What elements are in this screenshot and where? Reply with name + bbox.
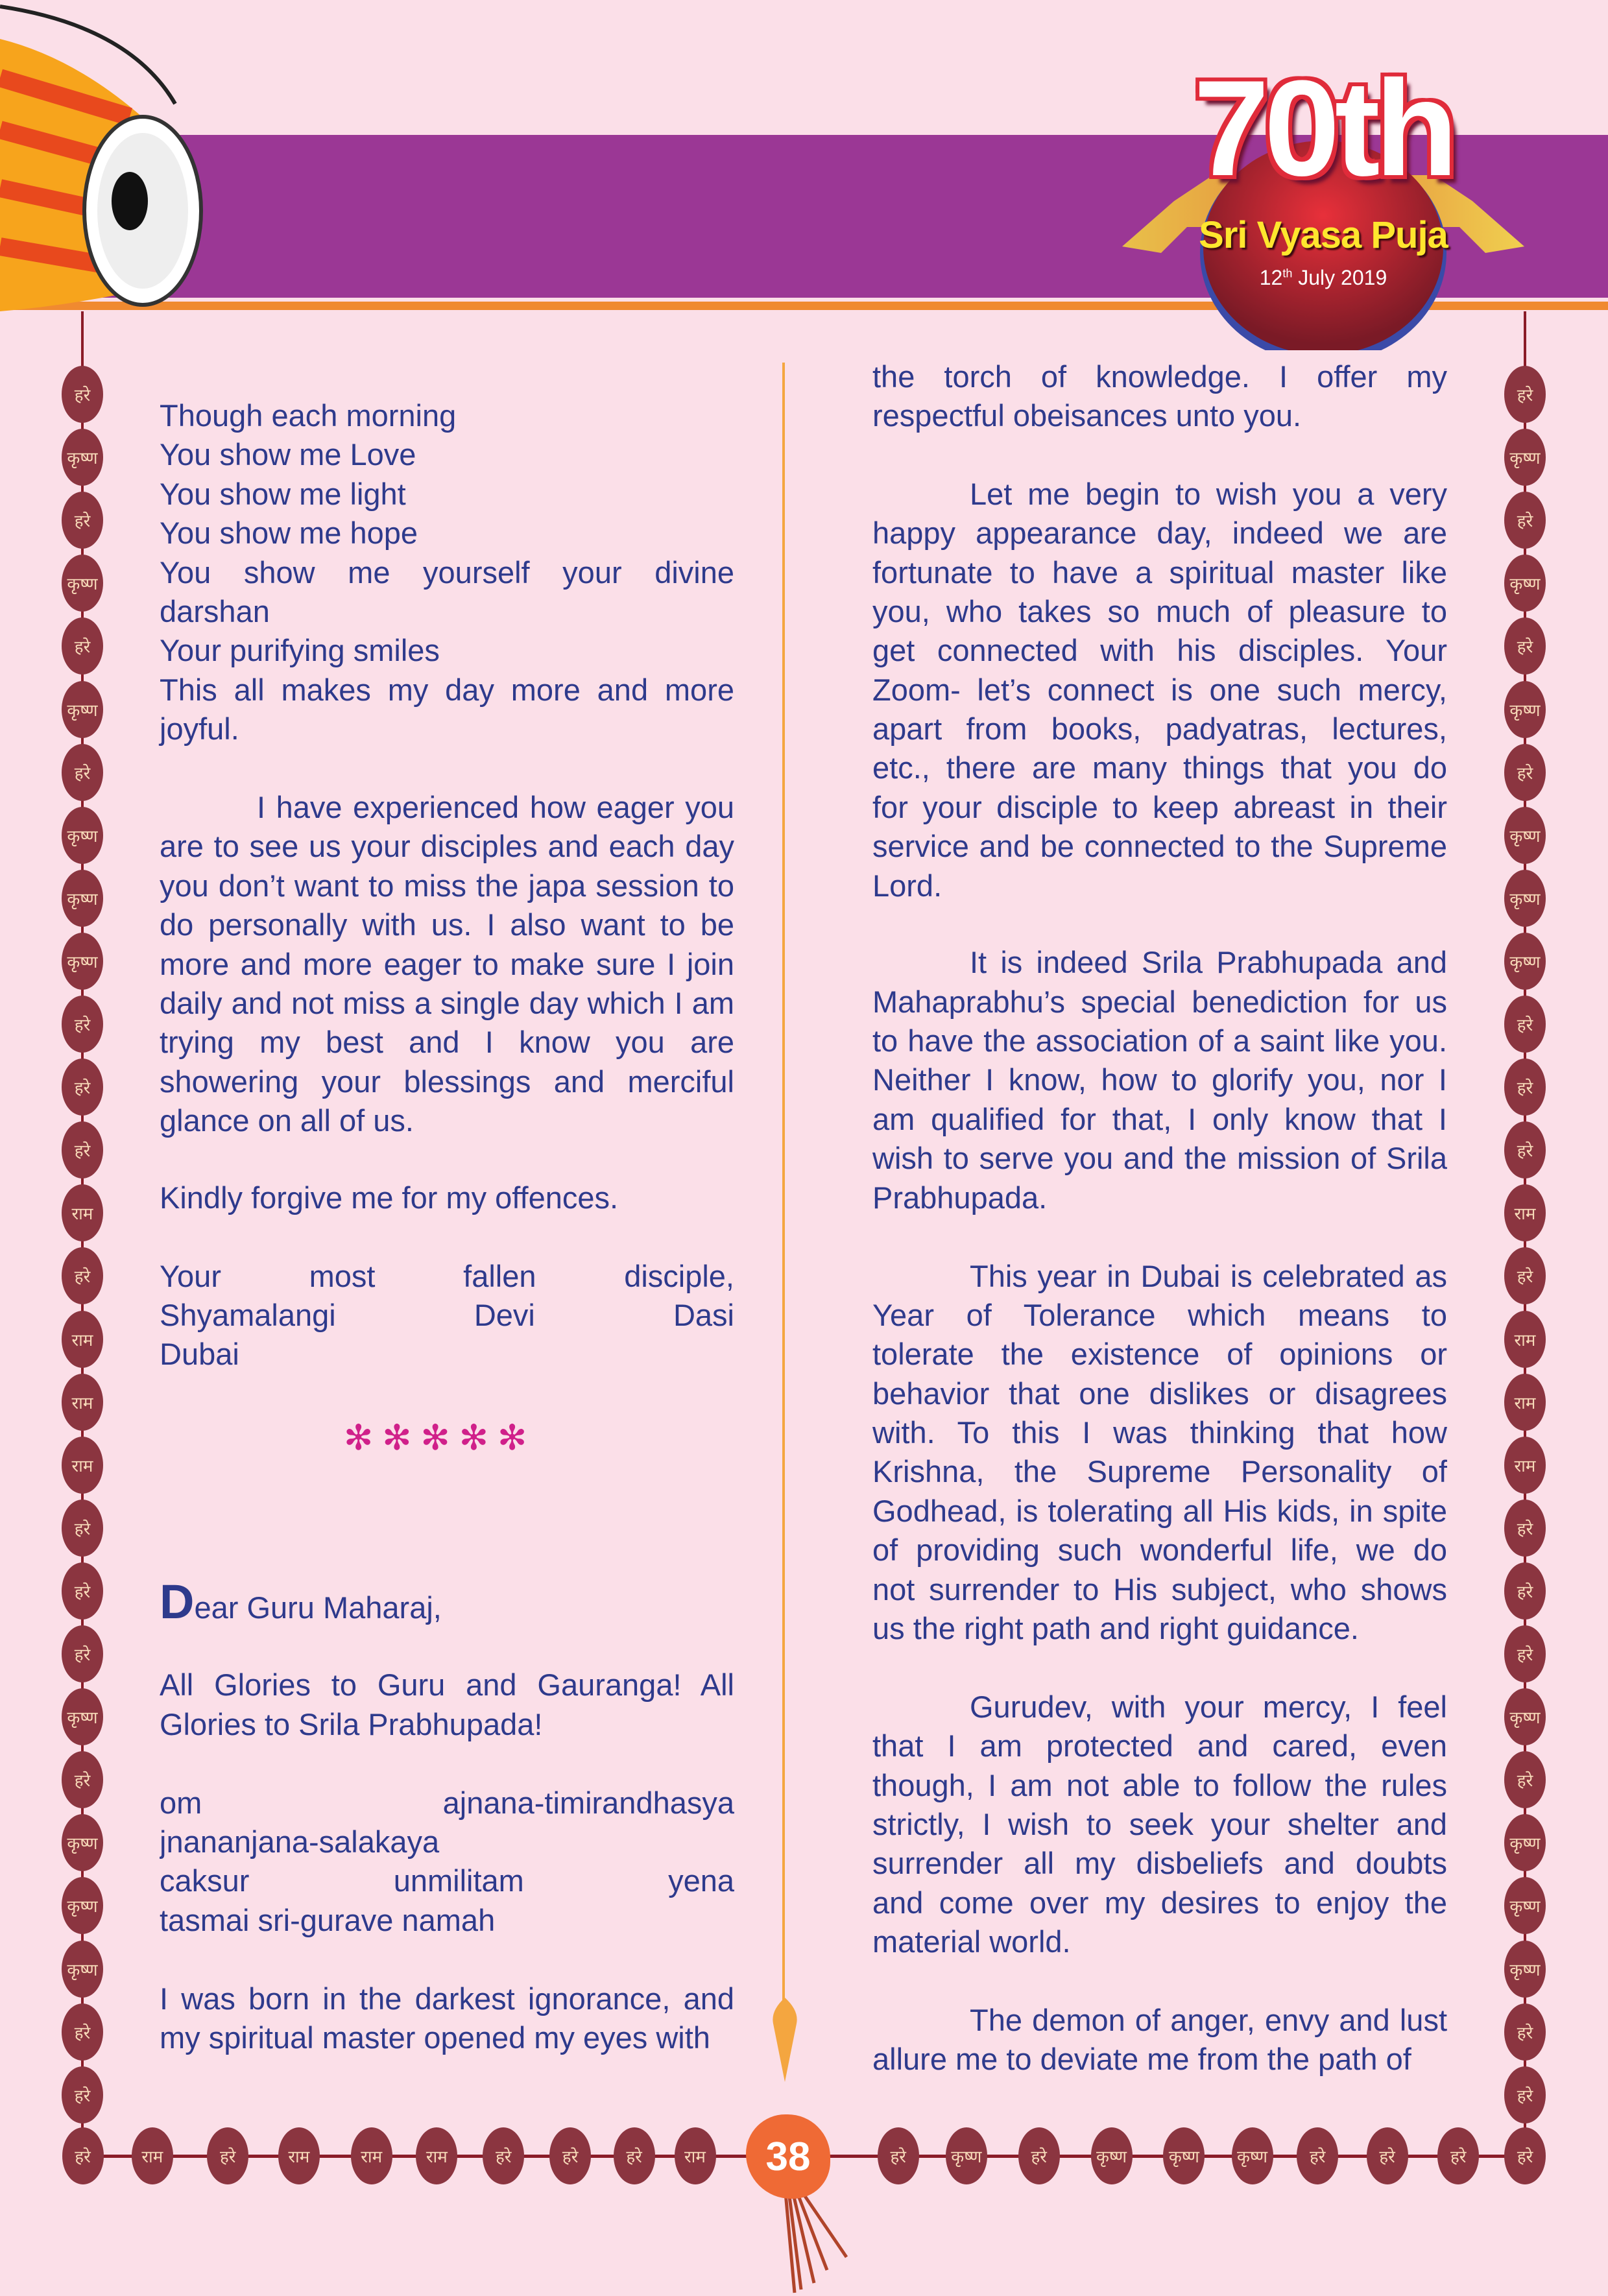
text-line: Year of Tolerance which means to bbox=[872, 1297, 1447, 1332]
paragraph bbox=[160, 1979, 734, 2058]
text-line: you, who takes so much of pleasure to bbox=[872, 593, 1447, 628]
bead: राम bbox=[1504, 1184, 1546, 1241]
bead: हरे bbox=[1504, 2127, 1546, 2184]
bead: हरे bbox=[1437, 2127, 1479, 2184]
bead: कृष्ण bbox=[1504, 1688, 1546, 1745]
text-line: of providing such wonderful life, we do bbox=[872, 1533, 1447, 1568]
paragraph bbox=[160, 1784, 734, 1941]
text-line: get connected with his disciples. Your bbox=[872, 633, 1447, 668]
bead: हरे bbox=[62, 617, 103, 675]
bead: राम bbox=[675, 2127, 716, 2184]
bead: हरे bbox=[62, 1625, 103, 1682]
text-line: Lord. bbox=[872, 868, 942, 903]
bead: हरे bbox=[62, 2066, 103, 2123]
text-line: material world. bbox=[872, 1924, 1071, 1959]
bead: राम bbox=[278, 2127, 320, 2184]
tassel-icon bbox=[775, 2186, 866, 2296]
bead: हरे bbox=[1504, 2003, 1546, 2061]
bead: कृष्ण bbox=[1504, 429, 1546, 486]
paragraph bbox=[872, 1688, 1447, 1962]
bead: हरे bbox=[1504, 744, 1546, 801]
date-day: 12 bbox=[1259, 266, 1283, 289]
badge-title: Sri Vyasa Puja bbox=[1199, 214, 1448, 256]
text-line: showering your blessings and merciful bbox=[160, 1064, 734, 1099]
bead: राम bbox=[62, 1437, 103, 1494]
bead: हरे bbox=[1504, 1058, 1546, 1116]
text-line: wish to serve you and the mission of Srila bbox=[872, 1141, 1447, 1176]
text-line: Krishna, the Supreme Personality of bbox=[872, 1454, 1447, 1489]
bead: कृष्ण bbox=[1504, 1941, 1546, 1998]
bead: हरे bbox=[1504, 1751, 1546, 1808]
text-line: you don’t want to miss the japa session to bbox=[160, 868, 734, 903]
paragraph bbox=[872, 943, 1447, 1217]
text-line: behavior that one dislikes or disagrees bbox=[872, 1376, 1447, 1411]
bead: हरे bbox=[62, 366, 103, 423]
text-line: I was born in the darkest ignorance, and bbox=[160, 1981, 734, 2016]
bead: हरे bbox=[549, 2127, 591, 2184]
text-line: Glories to Srila Prabhupada! bbox=[160, 1706, 543, 1741]
paragraph bbox=[160, 1178, 734, 1217]
bead: हरे bbox=[1504, 2066, 1546, 2123]
text-line: tasmai sri-gurave namah bbox=[160, 1902, 496, 1937]
text-line: do personally with us. I also want to be bbox=[160, 907, 734, 942]
bead: कृष्ण bbox=[1504, 933, 1546, 990]
text-line: Godhead, is tolerating all His kids, in spite bbox=[872, 1493, 1447, 1528]
badge-number: 70th bbox=[1194, 52, 1453, 204]
text-line: surrender all my disbeliefs and doubts bbox=[872, 1846, 1447, 1881]
bead: हरे bbox=[1504, 1562, 1546, 1620]
bead: कृष्ण bbox=[1504, 870, 1546, 927]
bead: हरे bbox=[62, 2127, 104, 2184]
text-line: Mahaprabhu’s special benediction for us bbox=[872, 984, 1447, 1019]
text-line: us the right path and right guidance. bbox=[872, 1611, 1359, 1646]
text-line: caksur unmilitam yena bbox=[160, 1863, 734, 1898]
text-line: The demon of anger, envy and lust bbox=[970, 2003, 1447, 2038]
text-line: tolerate the existence of opinions or bbox=[872, 1337, 1447, 1372]
bead: कृष्ण bbox=[62, 933, 103, 990]
text-line: more and more eager to make sure I join bbox=[160, 946, 734, 981]
bead: हरे bbox=[62, 1500, 103, 1557]
bead: कृष्ण bbox=[1504, 555, 1546, 612]
bead: राम bbox=[1504, 1374, 1546, 1431]
text-line: fortunate to have a spiritual master like bbox=[872, 555, 1447, 590]
text-line: are to see us your disciples and each day bbox=[160, 829, 734, 864]
paragraph bbox=[160, 1666, 734, 1744]
text-line: daily and not miss a single day which I am bbox=[160, 985, 734, 1020]
bead: कृष्ण bbox=[62, 1814, 103, 1871]
text-line: glance on all of us. bbox=[160, 1103, 414, 1138]
text-line: Kindly forgive me for my offences. bbox=[160, 1180, 619, 1215]
text-line: for your disciple to keep abreast in their bbox=[872, 789, 1447, 824]
bead: कृष्ण bbox=[62, 429, 103, 486]
text-line: om ajnana-timirandhasya bbox=[160, 1785, 734, 1820]
bead: हरे bbox=[1367, 2127, 1408, 2184]
text-line: Zoom- let’s connect is one such mercy, bbox=[872, 672, 1447, 707]
bead: कृष्ण bbox=[1091, 2127, 1133, 2184]
text-line: the torch of knowledge. I offer my bbox=[872, 359, 1447, 394]
bead: हरे bbox=[1504, 996, 1546, 1053]
paragraph bbox=[160, 1257, 734, 1374]
text-line: not surrender to His subject, who shows bbox=[872, 1572, 1447, 1607]
bead: राम bbox=[1504, 1437, 1546, 1494]
text-line: jnananjana-salakaya bbox=[160, 1824, 440, 1859]
bead: कृष्ण bbox=[62, 555, 103, 612]
decorative-stars: ✻✻✻✻✻ bbox=[344, 1418, 536, 1457]
text-line: that I am protected and cared, even bbox=[872, 1728, 1447, 1764]
text-line: am qualified for that, I only know that I bbox=[872, 1101, 1447, 1136]
text-line: Though each morning bbox=[160, 398, 457, 433]
bead: राम bbox=[416, 2127, 457, 2184]
bead: हरे bbox=[62, 996, 103, 1053]
column-divider bbox=[782, 363, 785, 2003]
text-line: Shyamalangi Devi Dasi bbox=[160, 1297, 734, 1332]
badge-date bbox=[1096, 265, 1550, 291]
anniversary-badge bbox=[1096, 52, 1550, 350]
bead: हरे bbox=[62, 2003, 103, 2061]
text-line: Prabhupada. bbox=[872, 1180, 1048, 1215]
text-line: respectful obeisances unto you. bbox=[872, 398, 1302, 433]
text-line: happy appearance day, indeed we are bbox=[872, 516, 1447, 551]
bead: राम bbox=[1504, 1311, 1546, 1368]
bead: हरे bbox=[483, 2127, 524, 2184]
text-line: It is indeed Srila Prabhupada and bbox=[970, 945, 1447, 980]
text-line: joyful. bbox=[160, 712, 239, 747]
text-line: Your most fallen disciple, bbox=[160, 1258, 734, 1293]
bead: कृष्ण bbox=[62, 1877, 103, 1934]
bead: हरे bbox=[1504, 617, 1546, 675]
drop-cap: D bbox=[160, 1575, 195, 1629]
text-line: etc., there are many things that you do bbox=[872, 750, 1447, 785]
bead: हरे bbox=[1504, 1500, 1546, 1557]
text-line: darshan bbox=[160, 593, 270, 628]
text-line: to have the association of a saint like you. bbox=[872, 1023, 1447, 1058]
paragraph bbox=[872, 357, 1447, 436]
bead: राम bbox=[351, 2127, 392, 2184]
paragraph bbox=[872, 475, 1447, 905]
text-line: You show me hope bbox=[160, 516, 418, 551]
bead: कृष्ण bbox=[1504, 681, 1546, 738]
text-line: Your purifying smiles bbox=[160, 633, 440, 668]
text-line: Let me begin to wish you a very bbox=[970, 476, 1447, 511]
bead: कृष्ण bbox=[1504, 1814, 1546, 1871]
bead: हरे bbox=[62, 744, 103, 801]
text-line: This all makes my day more and more bbox=[160, 672, 734, 707]
mridanga-drum-icon bbox=[0, 0, 214, 318]
bead: हरे bbox=[1504, 492, 1546, 549]
text-line: with. To this I was thinking that how bbox=[872, 1415, 1447, 1450]
page-number: 38 bbox=[746, 2114, 830, 2199]
bead: कृष्ण bbox=[1504, 1877, 1546, 1934]
bead: हरे bbox=[1504, 1121, 1546, 1178]
paragraph bbox=[160, 396, 734, 749]
bead: हरे bbox=[62, 1058, 103, 1116]
bead: कृष्ण bbox=[62, 807, 103, 864]
bead: हरे bbox=[1504, 366, 1546, 423]
greeting bbox=[160, 1575, 734, 1629]
bead: राम bbox=[132, 2127, 173, 2184]
bead: कृष्ण bbox=[62, 870, 103, 927]
bead: राम bbox=[62, 1311, 103, 1368]
bead: कृष्ण bbox=[1232, 2127, 1273, 2184]
text-line: I have experienced how eager you bbox=[257, 789, 734, 824]
bead: कृष्ण bbox=[62, 1688, 103, 1745]
text-line: All Glories to Guru and Gauranga! All bbox=[160, 1668, 734, 1703]
paragraph bbox=[872, 2001, 1447, 2079]
bead: राम bbox=[62, 1184, 103, 1241]
bead: हरे bbox=[1504, 1247, 1546, 1304]
bead: हरे bbox=[1504, 1625, 1546, 1682]
paragraph bbox=[872, 1257, 1447, 1649]
greeting-text: ear Guru Maharaj, bbox=[194, 1590, 442, 1625]
text-line: trying my best and I know you are bbox=[160, 1025, 734, 1060]
bead: हरे bbox=[62, 1121, 103, 1178]
text-line: though, I am not able to follow the rules bbox=[872, 1767, 1447, 1802]
bead: हरे bbox=[62, 492, 103, 549]
text-line: strictly, I wish to seek your shelter and bbox=[872, 1807, 1447, 1842]
bead: राम bbox=[62, 1374, 103, 1431]
text-line: apart from books, padyatras, lectures, bbox=[872, 712, 1447, 747]
drop-ornament-icon bbox=[771, 1998, 799, 2082]
text-line: You show me Love bbox=[160, 437, 416, 472]
bead: हरे bbox=[62, 1562, 103, 1620]
text-line: Neither I know, how to glorify you, nor I bbox=[872, 1062, 1447, 1097]
date-month-year: July 2019 bbox=[1292, 266, 1387, 289]
bead: हरे bbox=[878, 2127, 919, 2184]
bead: कृष्ण bbox=[1504, 807, 1546, 864]
bead: हरे bbox=[62, 1247, 103, 1304]
bead: हरे bbox=[614, 2127, 655, 2184]
bead: हरे bbox=[207, 2127, 248, 2184]
text-line: allure me to deviate me from the path of bbox=[872, 2042, 1411, 2077]
bead: हरे bbox=[62, 1751, 103, 1808]
bead: कृष्ण bbox=[1163, 2127, 1205, 2184]
bead: कृष्ण bbox=[62, 681, 103, 738]
bead: कृष्ण bbox=[946, 2127, 987, 2184]
text-line: You show me light bbox=[160, 476, 406, 511]
bead: हरे bbox=[1018, 2127, 1060, 2184]
text-line: and come over my desires to enjoy the bbox=[872, 1885, 1447, 1920]
text-line: Gurudev, with your mercy, I feel bbox=[970, 1689, 1447, 1724]
bead: कृष्ण bbox=[62, 1941, 103, 1998]
text-line: service and be connected to the Supreme bbox=[872, 829, 1447, 864]
text-line: my spiritual master opened my eyes with bbox=[160, 2020, 710, 2055]
text-line: You show me yourself your divine bbox=[160, 555, 734, 590]
bead: हरे bbox=[1297, 2127, 1338, 2184]
date-suffix: th bbox=[1282, 267, 1293, 280]
text-line: Dubai bbox=[160, 1337, 239, 1372]
paragraph bbox=[160, 788, 734, 1141]
text-line: This year in Dubai is celebrated as bbox=[970, 1258, 1447, 1293]
